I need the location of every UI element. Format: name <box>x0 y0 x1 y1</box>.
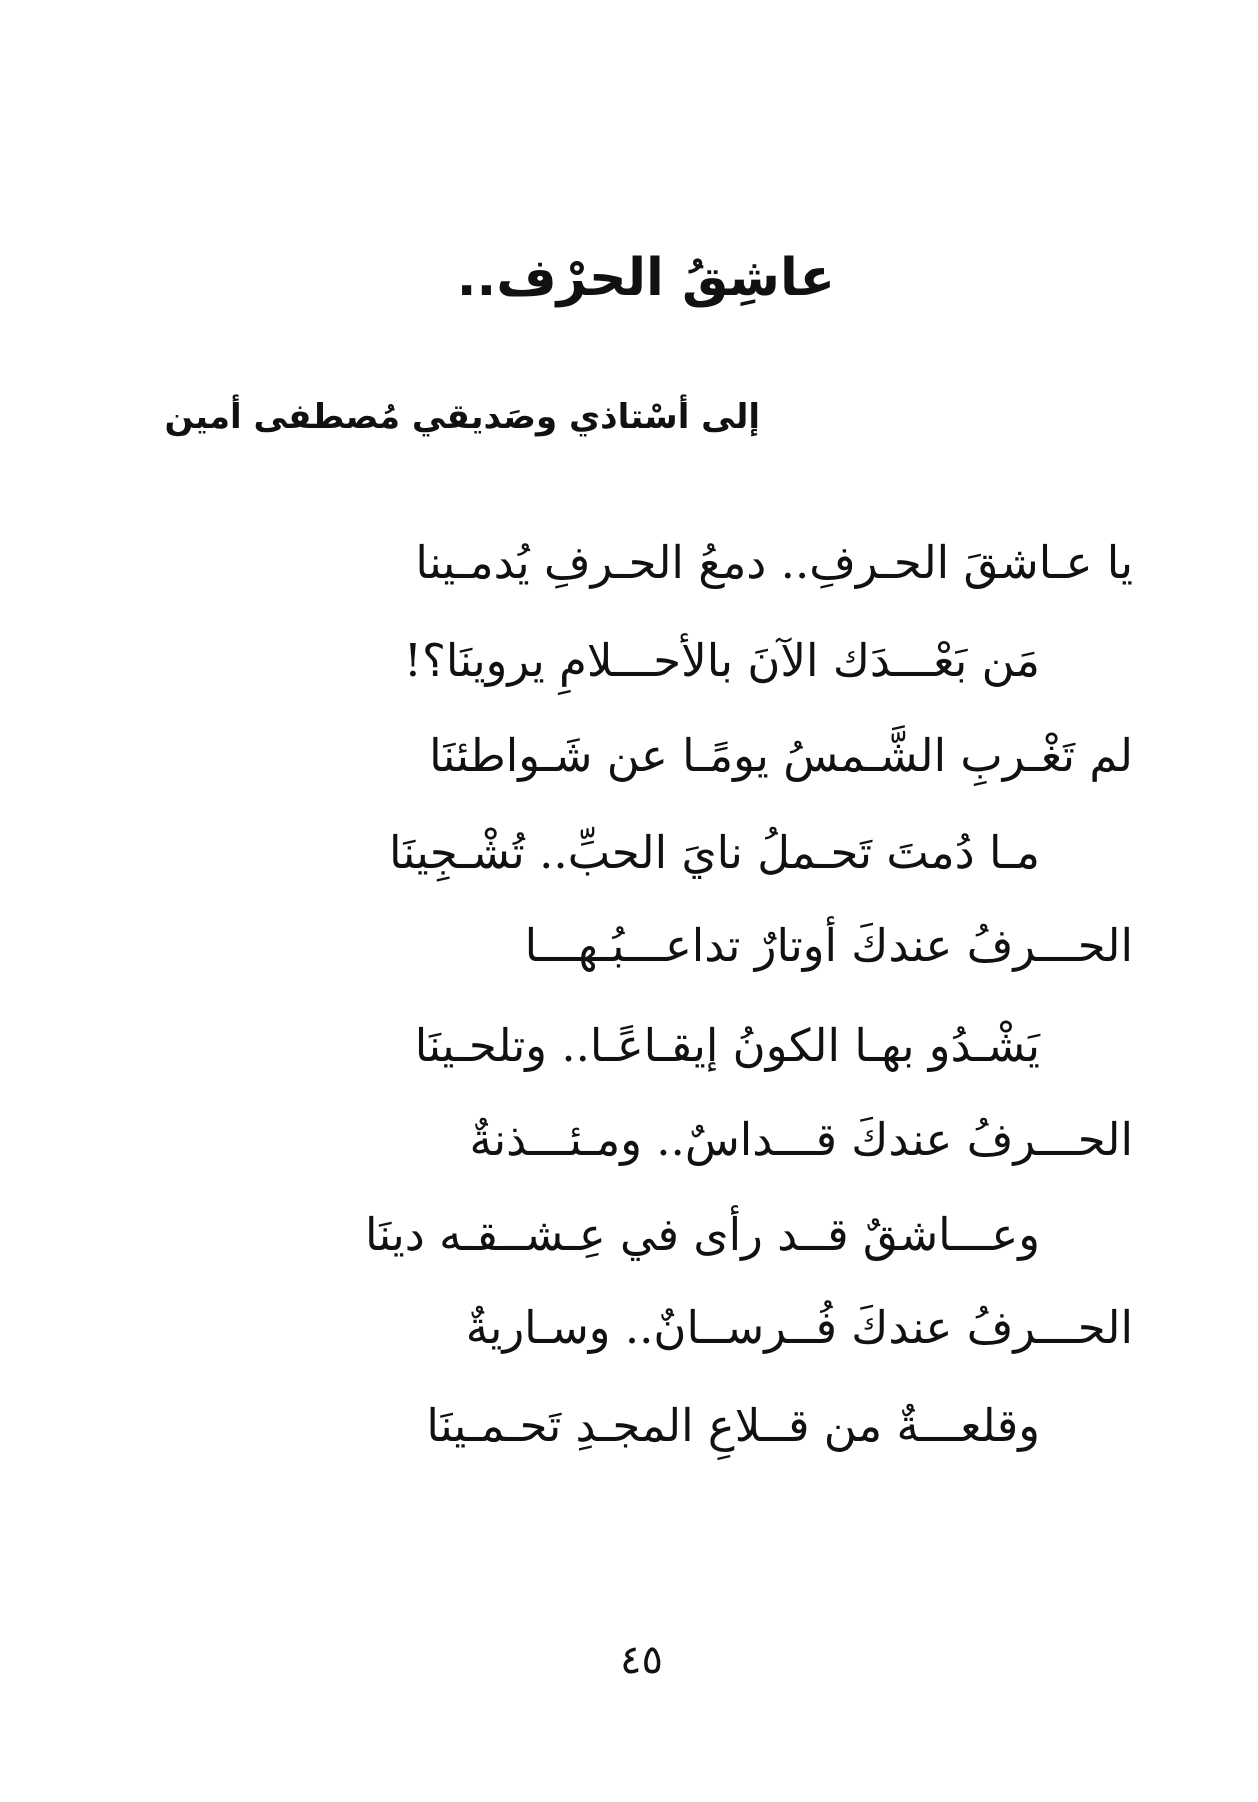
poem-line: الحـــرفُ عندكَ قـــداسٌ.. ومـئـــذنةٌ <box>469 1113 1133 1166</box>
poem-line: الحـــرفُ عندكَ فُــرســانٌ.. وسـاريةٌ <box>465 1301 1133 1354</box>
poem-line: يَشْـدُو بهـا الكونُ إيقـاعًـا.. وتلحـينَا <box>414 1019 1040 1072</box>
poem-line: مَن بَعْـــدَك الآنَ بالأحـــلامِ يروينَا؟! <box>403 634 1040 687</box>
poem-line: لم تَغْـربِ الشَّـمسُ يومًـا عن شَـواطئنَا <box>429 729 1133 782</box>
page-number: ٤٥ <box>620 1637 663 1683</box>
poem-line: يا عـاشقَ الحـرفِ.. دمعُ الحـرفِ يُدمـينا <box>415 536 1133 589</box>
poem-title: عاشِقُ الحرْف.. <box>456 248 835 308</box>
poem-line: الحـــرفُ عندكَ أوتارٌ تداعـــبُـهـــا <box>524 919 1133 972</box>
poem-line: مـا دُمتَ تَحـملُ نايَ الحبِّ.. تُشْـجِينَا <box>389 826 1040 879</box>
poem-line: وعـــاشقٌ قــد رأى في عِـشــقـه دينَا <box>364 1208 1040 1261</box>
poem-dedication: إلى أسْتاذي وصَديقي مُصطفى أمين <box>164 397 760 437</box>
poem-line: وقلعـــةٌ من قــلاعِ المجـدِ تَحـمـينَا <box>426 1399 1040 1452</box>
